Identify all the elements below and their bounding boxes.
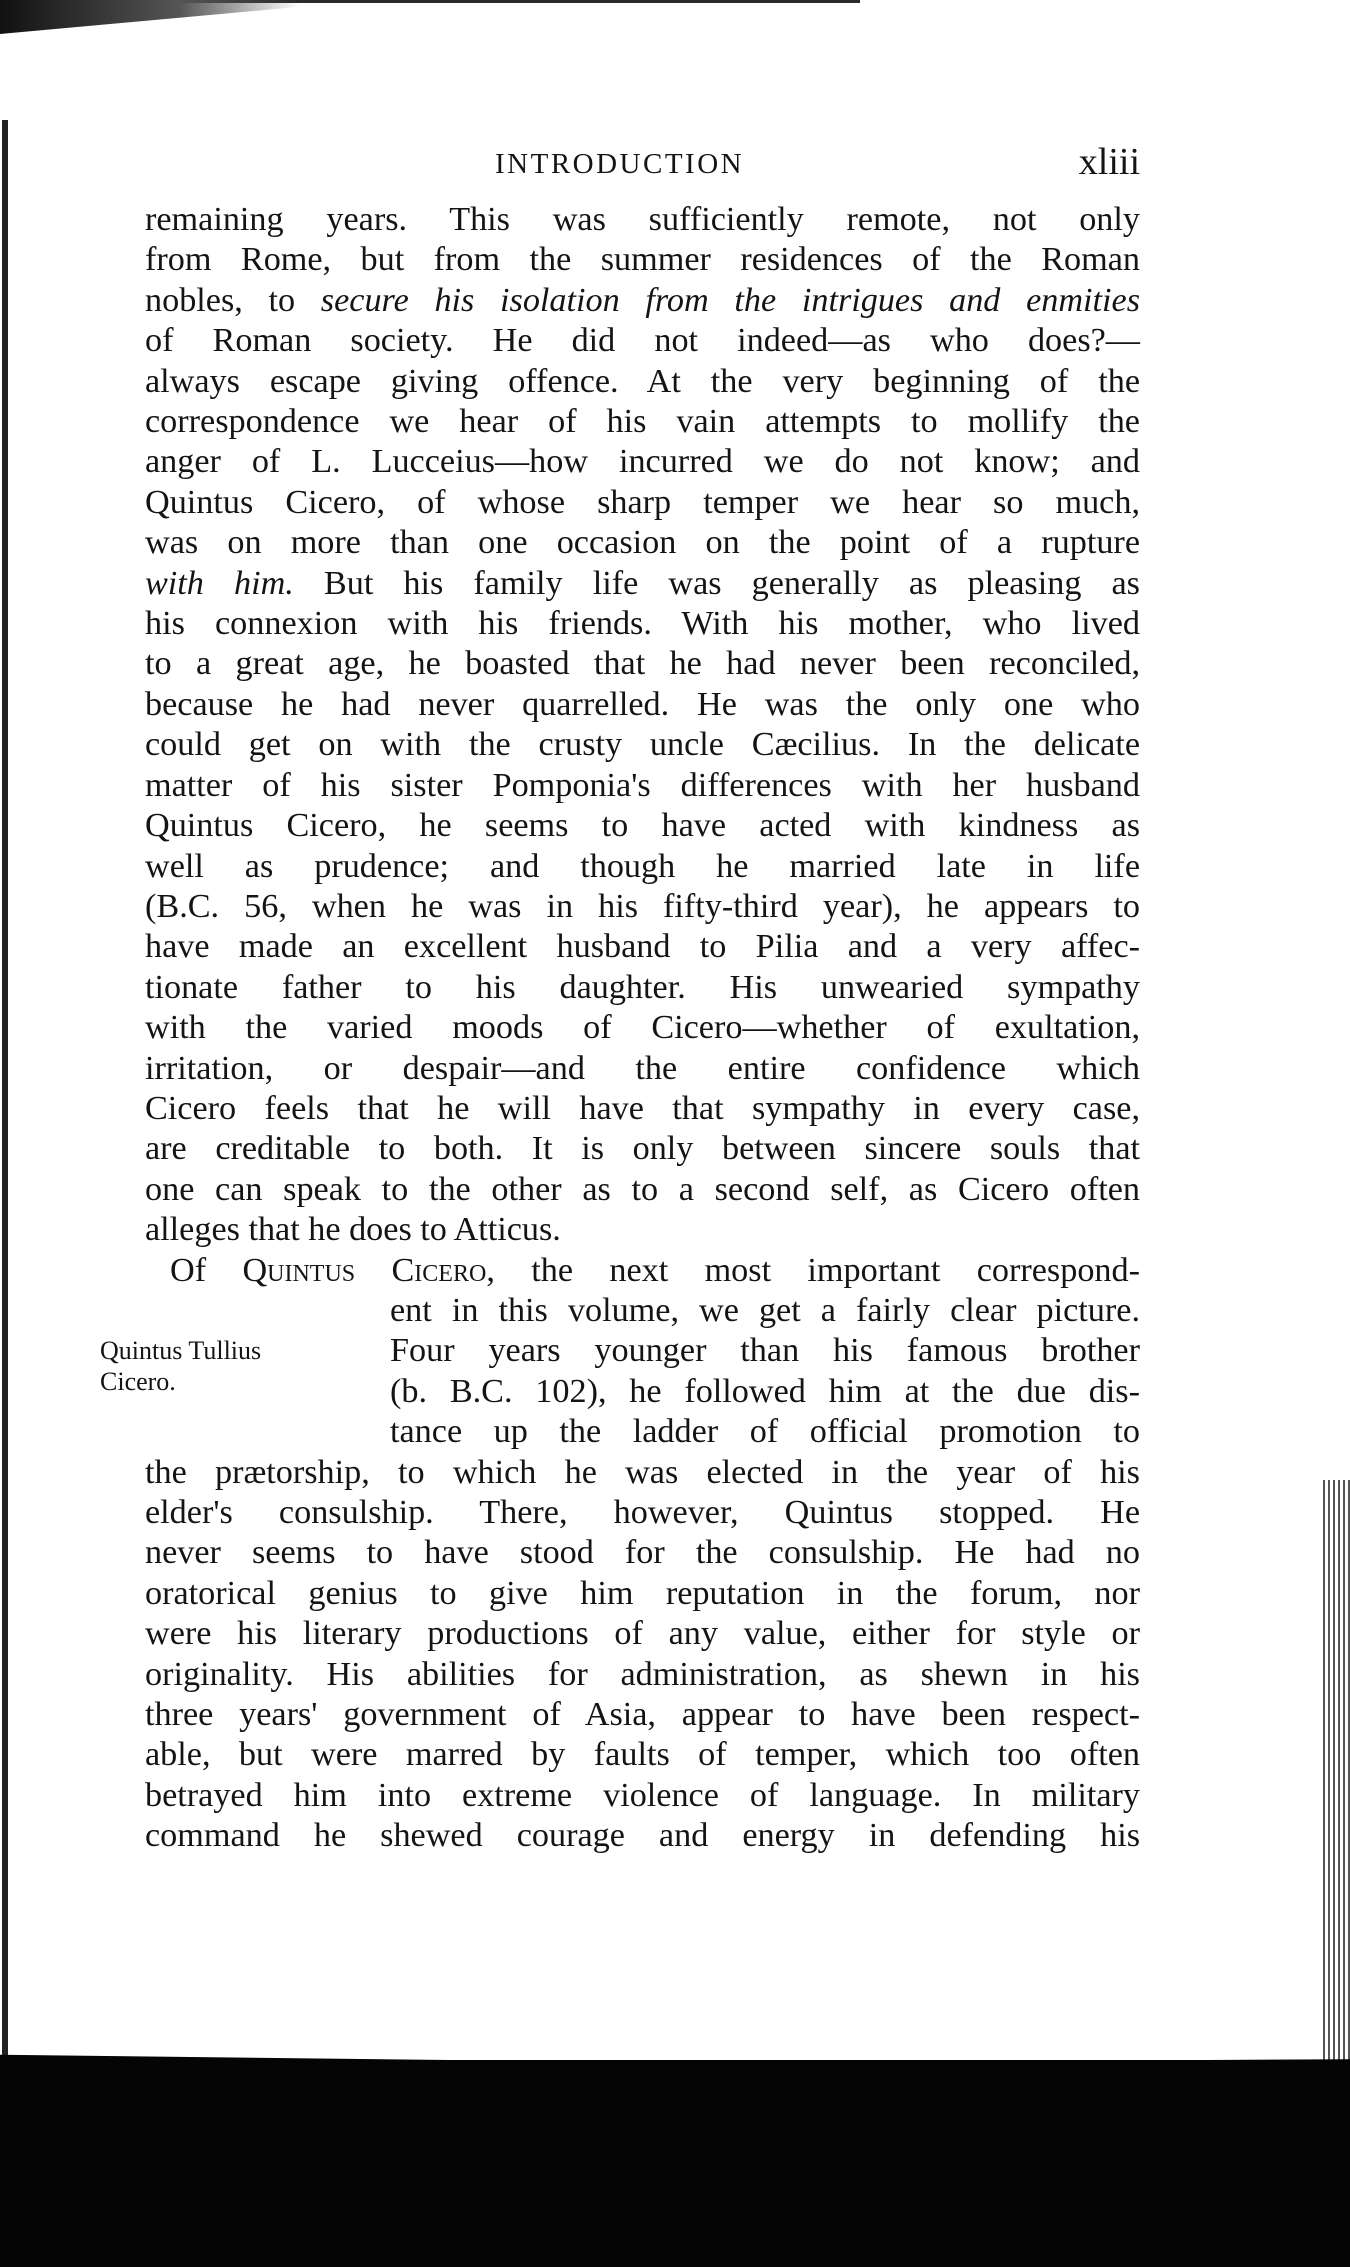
text-line: oratorical genius to give him reputation in the forum, nor [145,1574,1140,1612]
text-line [145,281,1140,321]
marginal-note [100,1335,261,1397]
text-line: irritation, or despair—and the entire confidence which [145,1049,1140,1087]
text-line: because he had never quarrelled. He was the only one who [145,685,1140,723]
text-line: his connexion with his friends. With his mother, who lived [145,605,1140,643]
text-line: was on more than one occasion on the point of a rupture [145,524,1140,562]
text-line: the prætorship, to which he was elected in the year of his [145,1453,1140,1491]
text-run: ( [145,887,157,925]
body-text [100,200,1141,1857]
text-run: Quintus Cicero [242,1251,487,1289]
text-line: could get on with the crusty uncle Cæcilius. In the delicate [145,726,1140,764]
text-line: matter of his sister Pomponia's differences with her husband [145,766,1140,804]
text-line: Quintus Cicero, of whose sharp temper we hear so much, [145,483,1140,521]
text-line: anger of L. Lucceius—how incurred we do not know; and [145,443,1140,481]
text-line [145,1251,1140,1291]
text-line: are creditable to both. It is only between sincere souls that [145,1130,1140,1168]
text-line: from Rome, but from the summer residences of the Roman [145,241,1140,279]
text-line: alleges that he does to Atticus. [145,1211,561,1249]
paragraph-quintus [100,1251,1140,1857]
text-run: (b. [390,1372,450,1410]
text-line: Four years younger than his famous brother [390,1332,1140,1370]
running-head [145,140,1140,200]
paragraph-atticus [145,200,1140,1251]
text-line: remaining years. This was sufficiently remote, not only [145,201,1140,238]
text-line: able, but were marred by faults of temper, which too often [145,1736,1140,1774]
text-line: were his literary productions of any value, either for style or [145,1615,1140,1653]
running-title: INTRODUCTION [495,148,745,180]
text-line [145,887,1140,927]
text-line: to a great age, he boasted that he had never been reconciled, [145,645,1140,683]
text-line: never seems to have stood for the consulship. He had no [145,1534,1140,1572]
page-number: xliii [1078,141,1140,183]
text-line [145,1372,1140,1412]
text-line: tance up the ladder of official promotion to [390,1413,1140,1451]
text-line: of Roman society. He did not indeed—as who does?— [145,322,1140,360]
scan-edge-left [2,120,8,2060]
text-line: well as prudence; and though he married late in life [145,847,1140,885]
book-page [100,140,1141,1857]
text-line: Cicero feels that he will have that sympathy in every case, [145,1089,1140,1127]
scan-edge-right [1320,1480,1350,2100]
text-line: elder's consulship. There, however, Quintus stopped. He [145,1494,1140,1531]
text-line: with the varied moods of Cicero—whether of exultation, [145,1009,1140,1047]
text-line: correspondence we hear of his vain attempts to mollify the [145,403,1140,441]
text-line: Quintus Cicero, he seems to have acted with kindness as [145,807,1140,845]
text-line: betrayed him into extreme violence of language. In military [145,1776,1140,1814]
text-line [145,564,1140,604]
text-line: ent in this volume, we get a fairly clear picture. [390,1291,1140,1329]
text-run: nobles, to [145,281,296,319]
text-run: , the next most important correspond- [486,1251,1140,1289]
marginal-note-line: Cicero. [100,1366,176,1396]
text-line: tionate father to his daughter. His unwearied sympathy [145,968,1140,1006]
text-run: secure his isolation from the intrigues and enmities [320,281,1141,319]
text-line: always escape giving offence. At the very beginning of the [145,362,1140,400]
text-run: 56, when he was in his fifty-third year), he appears to [219,887,1140,925]
marginal-note-line: Quintus Tullius [100,1335,262,1365]
text-line: originality. His abilities for administration, as shewn in his [145,1655,1140,1693]
text-run: B.C. [449,1372,513,1410]
text-run: with him. [145,564,294,602]
scan-shadow-bottom [0,2060,1350,2267]
text-run: B.C. [156,887,220,925]
text-line: have made an excellent husband to Pilia and a very affec- [145,928,1140,966]
text-run: Of [170,1251,243,1289]
scan-shadow-top [0,0,860,10]
text-line: one can speak to the other as to a second self, as Cicero often [145,1170,1140,1208]
text-line: three years' government of Asia, appear to have been respect- [145,1696,1140,1734]
text-run: But his family life was generally as pleasing as [293,564,1140,602]
text-line: command he shewed courage and energy in defending his [145,1817,1140,1855]
text-run: 102), he followed him at the due dis- [512,1372,1140,1410]
